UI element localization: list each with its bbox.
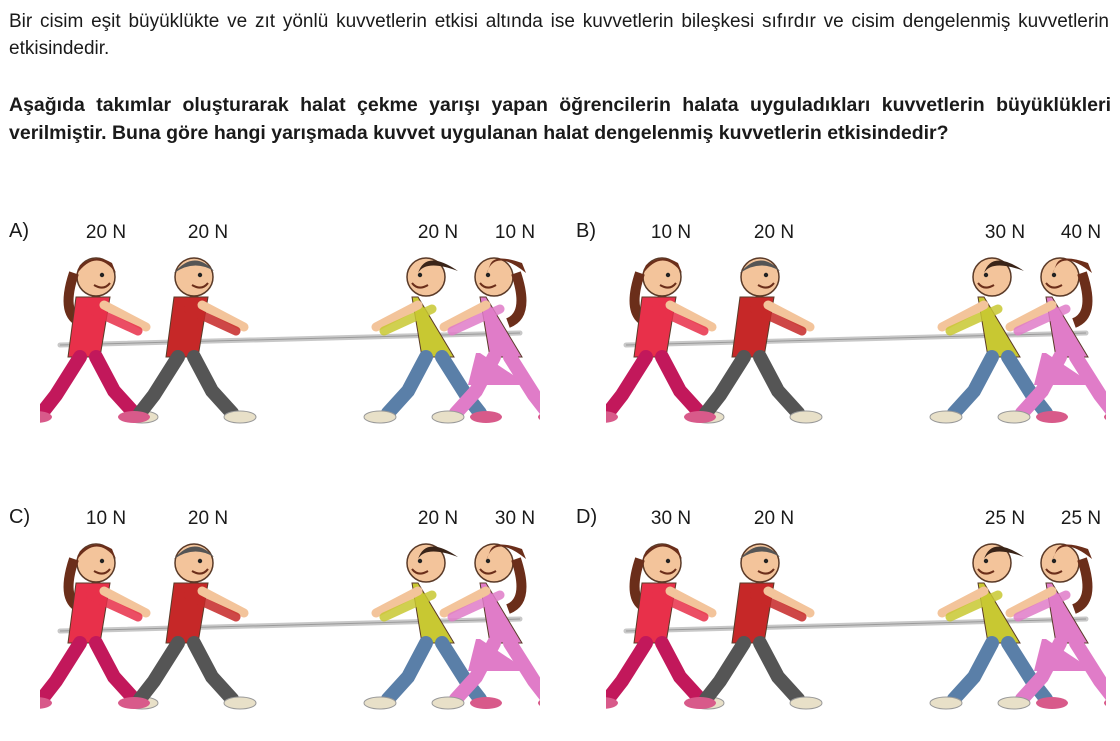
option-d-force-1: 30 N — [650, 508, 692, 529]
question-text: Aşağıda takımlar oluşturarak halat çekme yarışı yapan öğrencilerin halata uyguladıkları kuvvetlerin büyüklükleri verilmiştir. Buna göre hangi yarışmada kuvvet uygulanan halat dengelenmiş kuvvetlerin etkisindedir? — [9, 94, 1111, 144]
option-a-force-3: 20 N — [417, 222, 459, 243]
option-a-letter[interactable]: A) — [9, 220, 29, 242]
option-a-force-4: 10 N — [494, 222, 536, 243]
option-c-force-4: 30 N — [494, 508, 536, 529]
option-b-tug-of-war-illustration — [606, 245, 1106, 455]
intro-text: Bir cisim eşit büyüklükte ve zıt yönlü kuvvetlerin etkisi altında ise kuvvetlerin bileşkesi sıfırdır ve cisim dengelenmiş kuvvetlerin etkisindedir. — [9, 11, 1109, 59]
option-b-letter[interactable]: B) — [576, 220, 596, 242]
option-b-force-3: 30 N — [984, 222, 1026, 243]
option-d-force-3: 25 N — [984, 508, 1026, 529]
option-b-force-4: 40 N — [1060, 222, 1102, 243]
option-b-force-2: 20 N — [753, 222, 795, 243]
option-a-force-1: 20 N — [85, 222, 127, 243]
option-c-tug-of-war-illustration — [40, 531, 540, 741]
option-a-force-2: 20 N — [187, 222, 229, 243]
option-d-force-2: 20 N — [753, 508, 795, 529]
option-d-tug-of-war-illustration — [606, 531, 1106, 741]
option-d-letter[interactable]: D) — [576, 506, 598, 528]
option-d-force-4: 25 N — [1060, 508, 1102, 529]
option-c-force-1: 10 N — [85, 508, 127, 529]
option-c-force-2: 20 N — [187, 508, 229, 529]
option-c-force-3: 20 N — [417, 508, 459, 529]
option-b-force-1: 10 N — [650, 222, 692, 243]
option-c-letter[interactable]: C) — [9, 506, 31, 528]
option-a-tug-of-war-illustration — [40, 245, 540, 455]
